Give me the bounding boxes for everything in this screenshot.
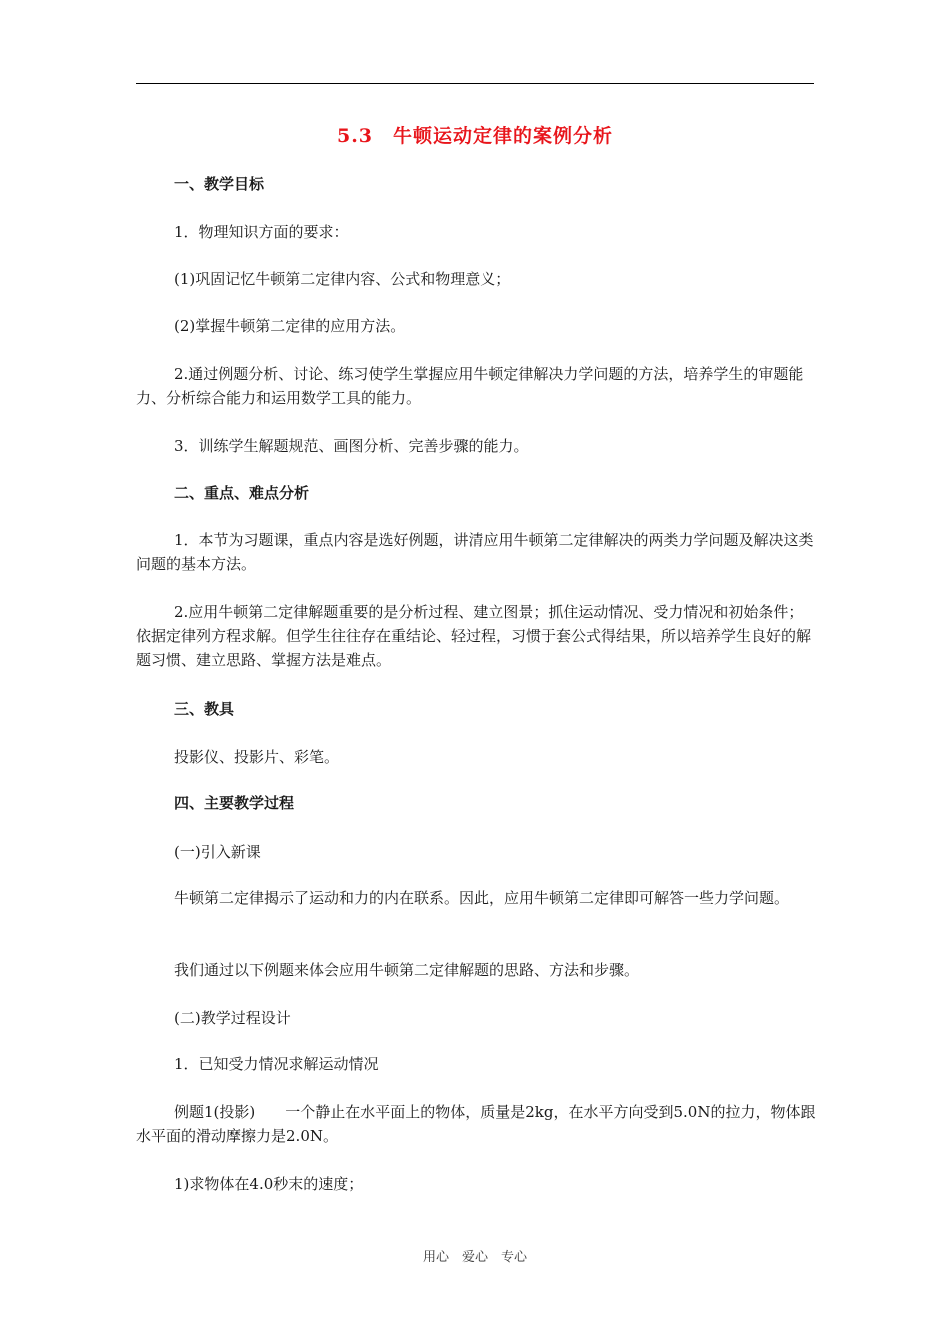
- paragraph: 牛顿第二定律揭示了运动和力的内在联系。因此，应用牛顿第二定律即可解答一些力学问题。: [174, 889, 790, 907]
- paragraph: 1)求物体在4.0秒末的速度；: [174, 1175, 364, 1193]
- paragraph: 2.通过例题分析、讨论、练习使学生掌握应用牛顿定律解决力学问题的方法，培养学生的审题能力、分析综合能力和运用数学工具的能力。: [136, 365, 804, 407]
- paragraph: 1．本节为习题课，重点内容是选好例题，讲清应用牛顿第二定律解决的两类力学问题及解决这类问题的基本方法。: [136, 531, 814, 573]
- paragraph: (1)巩固记忆牛顿第二定律内容、公式和物理意义；: [174, 270, 511, 288]
- paragraph: 例题1(投影) 一个静止在水平面上的物体，质量是2kg，在水平方向受到5.0N的拉力，物体跟水平面的滑动摩擦力是2.0N。: [136, 1103, 816, 1145]
- paragraph: 2.应用牛顿第二定律解题重要的是分析过程、建立图景；抓住运动情况、受力情况和初始条件；依据定律列方程求解。但学生往往存在重结论、轻过程，习惯于套公式得结果，所以培养学生良好的解题习惯、建立思路、掌握方法是难点。: [136, 603, 812, 669]
- section-heading-objectives: 一、教学目标: [174, 175, 265, 193]
- section-heading-key-points: 二、重点、难点分析: [174, 484, 310, 502]
- page-title: 5.3 牛顿运动定律的案例分析: [336, 125, 614, 147]
- paragraph: 我们通过以下例题来体会应用牛顿第二定律解题的思路、方法和步骤。: [174, 961, 640, 979]
- paragraph: 3．训练学生解题规范、画图分析、完善步骤的能力。: [174, 437, 529, 455]
- header-rule: [136, 83, 814, 84]
- section-heading-teaching-aids: 三、教具: [174, 700, 235, 718]
- paragraph: 投影仪、投影片、彩笔。: [174, 748, 340, 766]
- paragraph: (二)教学过程设计: [174, 1009, 291, 1027]
- page-footer: 用心 爱心 专心: [422, 1250, 527, 1265]
- section-heading-teaching-process: 四、主要教学过程: [174, 794, 295, 812]
- paragraph: 1．已知受力情况求解运动情况: [174, 1055, 379, 1073]
- paragraph: 1．物理知识方面的要求：: [174, 223, 349, 241]
- paragraph: (2)掌握牛顿第二定律的应用方法。: [174, 317, 406, 335]
- paragraph: (一)引入新课: [174, 843, 261, 861]
